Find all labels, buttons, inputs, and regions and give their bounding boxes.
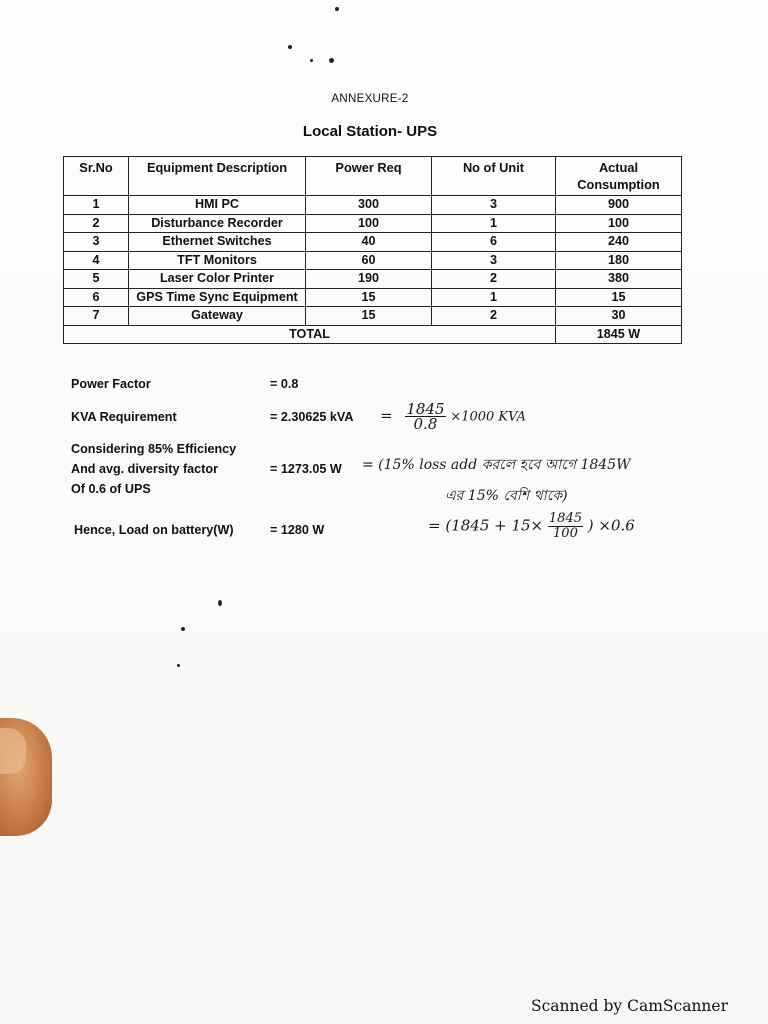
table-cell: 3 [432,196,556,215]
handwritten-kva-multiplier: ×1000 KVA [450,409,527,425]
scan-speck [181,627,185,631]
table-cell: 15 [306,288,432,307]
table-cell: HMI PC [129,196,306,215]
battery-load-label: Hence, Load on battery(W) [74,523,234,537]
battery-load-value: = 1280 W [270,523,325,537]
handwritten-formula-suffix: ) ×0.6 [587,516,635,535]
efficiency-label-line3: Of 0.6 of UPS [71,482,151,496]
table-cell: 15 [556,288,682,307]
handwritten-fraction-denominator: 0.8 [413,415,438,433]
handwritten-kva-formula [380,402,526,431]
table-cell: Disturbance Recorder [129,214,306,233]
table-row [64,233,682,252]
kva-value: = 2.30625 kVA [270,410,354,424]
handwritten-formula-prefix: = (1845 + 15× [428,516,544,535]
power-factor-label: Power Factor [71,377,151,391]
table-cell: 1 [432,214,556,233]
table-cell: 6 [64,288,129,307]
efficiency-label-line1: Considering 85% Efficiency [71,442,237,456]
table-total-row [64,325,682,344]
table-row [64,288,682,307]
table-row [64,214,682,233]
table-cell: Laser Color Printer [129,270,306,289]
table-cell: 240 [556,233,682,252]
table-cell: 180 [556,251,682,270]
handwritten-equals: = [380,406,393,425]
column-header: Equipment Description [129,157,306,196]
table-row [64,251,682,270]
scan-speck [329,58,334,63]
total-value: 1845 W [556,325,682,344]
kva-label: KVA Requirement [71,410,177,424]
table-cell: 4 [64,251,129,270]
table-cell: 100 [306,214,432,233]
document-title: Local Station- UPS [302,123,438,140]
table-cell: 3 [432,251,556,270]
table-cell: 3 [64,233,129,252]
total-label: TOTAL [64,325,556,344]
table-cell: 5 [64,270,129,289]
column-header: Power Req [306,157,432,196]
table-cell: Ethernet Switches [129,233,306,252]
table-header-row [64,157,682,196]
table-cell: 380 [556,270,682,289]
table-cell: 40 [306,233,432,252]
handwritten-battery-formula [428,512,635,541]
table-row [64,307,682,326]
table-cell: 30 [556,307,682,326]
table-cell: 100 [556,214,682,233]
table-cell: 60 [306,251,432,270]
scan-speck [177,664,180,667]
table-cell: 2 [432,307,556,326]
table-cell: 190 [306,270,432,289]
scan-speck [310,59,313,62]
efficiency-label-line2: And avg. diversity factor [71,462,218,476]
table-cell: 1 [64,196,129,215]
handwritten-note-line1: = (15% loss add করলে হবে আগে 1845W [362,457,631,473]
equipment-table [63,156,682,344]
table-cell: TFT Monitors [129,251,306,270]
table-cell: 900 [556,196,682,215]
table-row [64,270,682,289]
thumbnail-nail-artifact [0,728,26,774]
efficiency-value: = 1273.05 W [270,462,342,476]
table-cell: 300 [306,196,432,215]
column-header: Actual Consumption [556,157,682,196]
handwritten-formula-denominator: 100 [553,526,578,541]
table-cell: 15 [306,307,432,326]
handwritten-fraction-numerator: 1845 [406,400,445,418]
scan-speck [335,7,339,11]
table-cell: 7 [64,307,129,326]
column-header: No of Unit [432,157,556,196]
table-cell: 2 [64,214,129,233]
power-factor-value: = 0.8 [270,377,299,391]
scan-speck [218,600,222,606]
annexure-heading: ANNEXURE-2 [331,93,409,105]
camscanner-watermark: Scanned by CamScanner [530,997,728,1015]
table-cell: 2 [432,270,556,289]
scan-speck [288,45,292,49]
column-header: Sr.No [64,157,129,196]
handwritten-note-line2: এর 15% বেশি থাকে) [445,488,568,504]
table-cell: 6 [432,233,556,252]
table-cell: 1 [432,288,556,307]
table-cell: Gateway [129,307,306,326]
handwritten-formula-numerator: 1845 [548,511,582,526]
table-cell: GPS Time Sync Equipment [129,288,306,307]
table-row [64,196,682,215]
